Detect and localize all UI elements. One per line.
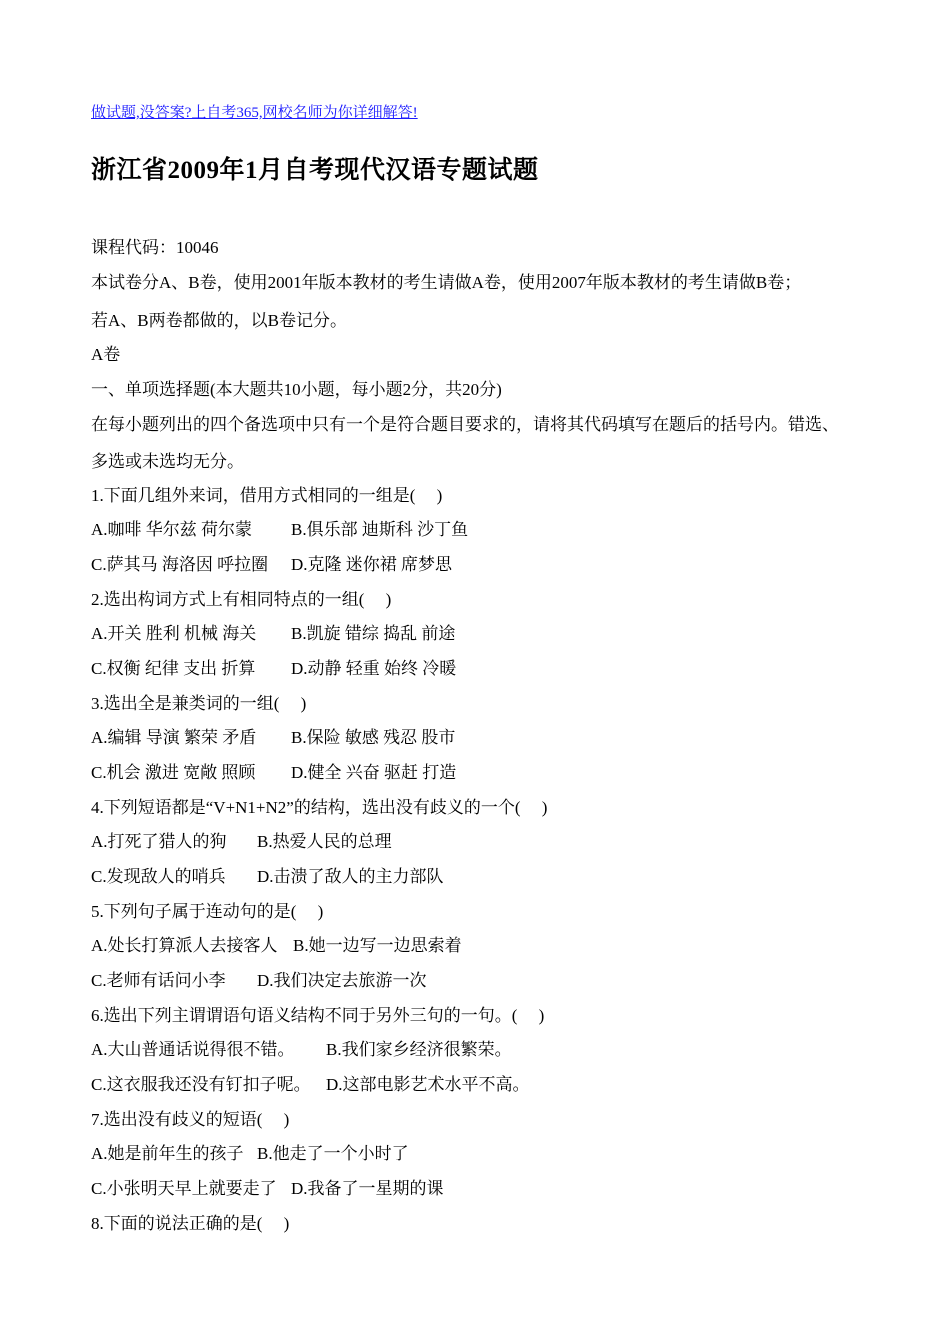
instruction-line-2: 若A、B两卷都做的，以B卷记分。 xyxy=(91,311,347,330)
question-options-row xyxy=(91,553,452,577)
promo-link[interactable]: 做试题,没答案?上自考365,网校名师为你详细解答! xyxy=(91,105,418,121)
option-d: D.我备了一星期的课 xyxy=(291,1179,444,1198)
page-title: 浙江省2009年1月自考现代汉语专题试题 xyxy=(91,157,539,184)
option-d: D.健全 兴奋 驱赶 打造 xyxy=(291,763,457,782)
option-d: D.克隆 迷你裙 席梦思 xyxy=(291,555,453,574)
question-stem: 8.下面的说法正确的是( ) xyxy=(91,1214,290,1233)
question-options-row xyxy=(91,1177,444,1201)
option-c: C.这衣服我还没有钉扣子呢。 xyxy=(91,1075,311,1094)
question-options-row xyxy=(91,1073,530,1097)
option-c: C.发现敌人的哨兵 xyxy=(91,867,226,886)
question-options-row xyxy=(91,622,455,646)
option-b: B.她一边写一边思索着 xyxy=(293,936,462,955)
question-stem: 3.选出全是兼类词的一组( ) xyxy=(91,694,307,713)
question-options-row xyxy=(91,1038,512,1062)
option-a: A.开关 胜利 机械 海关 xyxy=(91,624,257,643)
question-options-row xyxy=(91,1142,409,1166)
option-a: A.打死了猎人的狗 xyxy=(91,832,227,851)
course-code: 课程代码：10046 xyxy=(91,238,219,257)
option-b: B.他走了一个小时了 xyxy=(257,1144,409,1163)
option-a: A.编辑 导演 繁荣 矛盾 xyxy=(91,728,257,747)
question-options-row xyxy=(91,761,456,785)
option-b: B.俱乐部 迪斯科 沙丁鱼 xyxy=(291,520,469,539)
option-d: D.这部电影艺术水平不高。 xyxy=(326,1075,530,1094)
option-b: B.热爱人民的总理 xyxy=(257,832,392,851)
option-c: C.机会 激进 宽敞 照顾 xyxy=(91,763,256,782)
option-b: B.保险 敏感 残忍 股市 xyxy=(291,728,456,747)
section-note-1: 在每小题列出的四个备选项中只有一个是符合题目要求的，请将其代码填写在题后的括号内。错选、 xyxy=(91,415,839,434)
question-stem: 7.选出没有歧义的短语( ) xyxy=(91,1110,290,1129)
instruction-line-1: 本试卷分A、B卷，使用2001年版本教材的考生请做A卷，使用2007年版本教材的考生请做B卷； xyxy=(91,273,802,292)
option-d: D.我们决定去旅游一次 xyxy=(257,971,427,990)
question-stem: 2.选出构词方式上有相同特点的一组( ) xyxy=(91,590,392,609)
option-c: C.萨其马 海洛因 呼拉圈 xyxy=(91,555,269,574)
question-stem: 5.下列句子属于连动句的是( ) xyxy=(91,902,324,921)
option-a: A.她是前年生的孩子 xyxy=(91,1144,244,1163)
section-note-2: 多选或未选均无分。 xyxy=(91,452,244,471)
question-options-row xyxy=(91,726,455,750)
question-options-row xyxy=(91,934,462,958)
section-heading: 一、单项选择题(本大题共10小题，每小题2分，共20分) xyxy=(91,380,502,399)
question-options-row xyxy=(91,518,468,542)
option-c: C.权衡 纪律 支出 折算 xyxy=(91,659,256,678)
question-stem: 4.下列短语都是“V+N1+N2”的结构，选出没有歧义的一个( ) xyxy=(91,798,548,817)
option-c: C.小张明天早上就要走了 xyxy=(91,1179,277,1198)
question-options-row xyxy=(91,865,444,889)
option-d: D.动静 轻重 始终 冷暖 xyxy=(291,659,457,678)
question-options-row xyxy=(91,657,456,681)
question-options-row xyxy=(91,969,427,993)
question-options-row xyxy=(91,830,392,854)
question-stem: 6.选出下列主谓谓语句语义结构不同于另外三句的一句。( ) xyxy=(91,1006,545,1025)
option-a: A.咖啡 华尔兹 荷尔蒙 xyxy=(91,520,253,539)
option-a: A.处长打算派人去接客人 xyxy=(91,936,278,955)
paper-label: A卷 xyxy=(91,345,121,364)
option-a: A.大山普通话说得很不错。 xyxy=(91,1040,295,1059)
question-stem: 1.下面几组外来词，借用方式相同的一组是( ) xyxy=(91,486,443,505)
option-d: D.击溃了敌人的主力部队 xyxy=(257,867,444,886)
option-b: B.我们家乡经济很繁荣。 xyxy=(326,1040,512,1059)
option-c: C.老师有话问小李 xyxy=(91,971,226,990)
option-b: B.凯旋 错综 捣乱 前途 xyxy=(291,624,456,643)
